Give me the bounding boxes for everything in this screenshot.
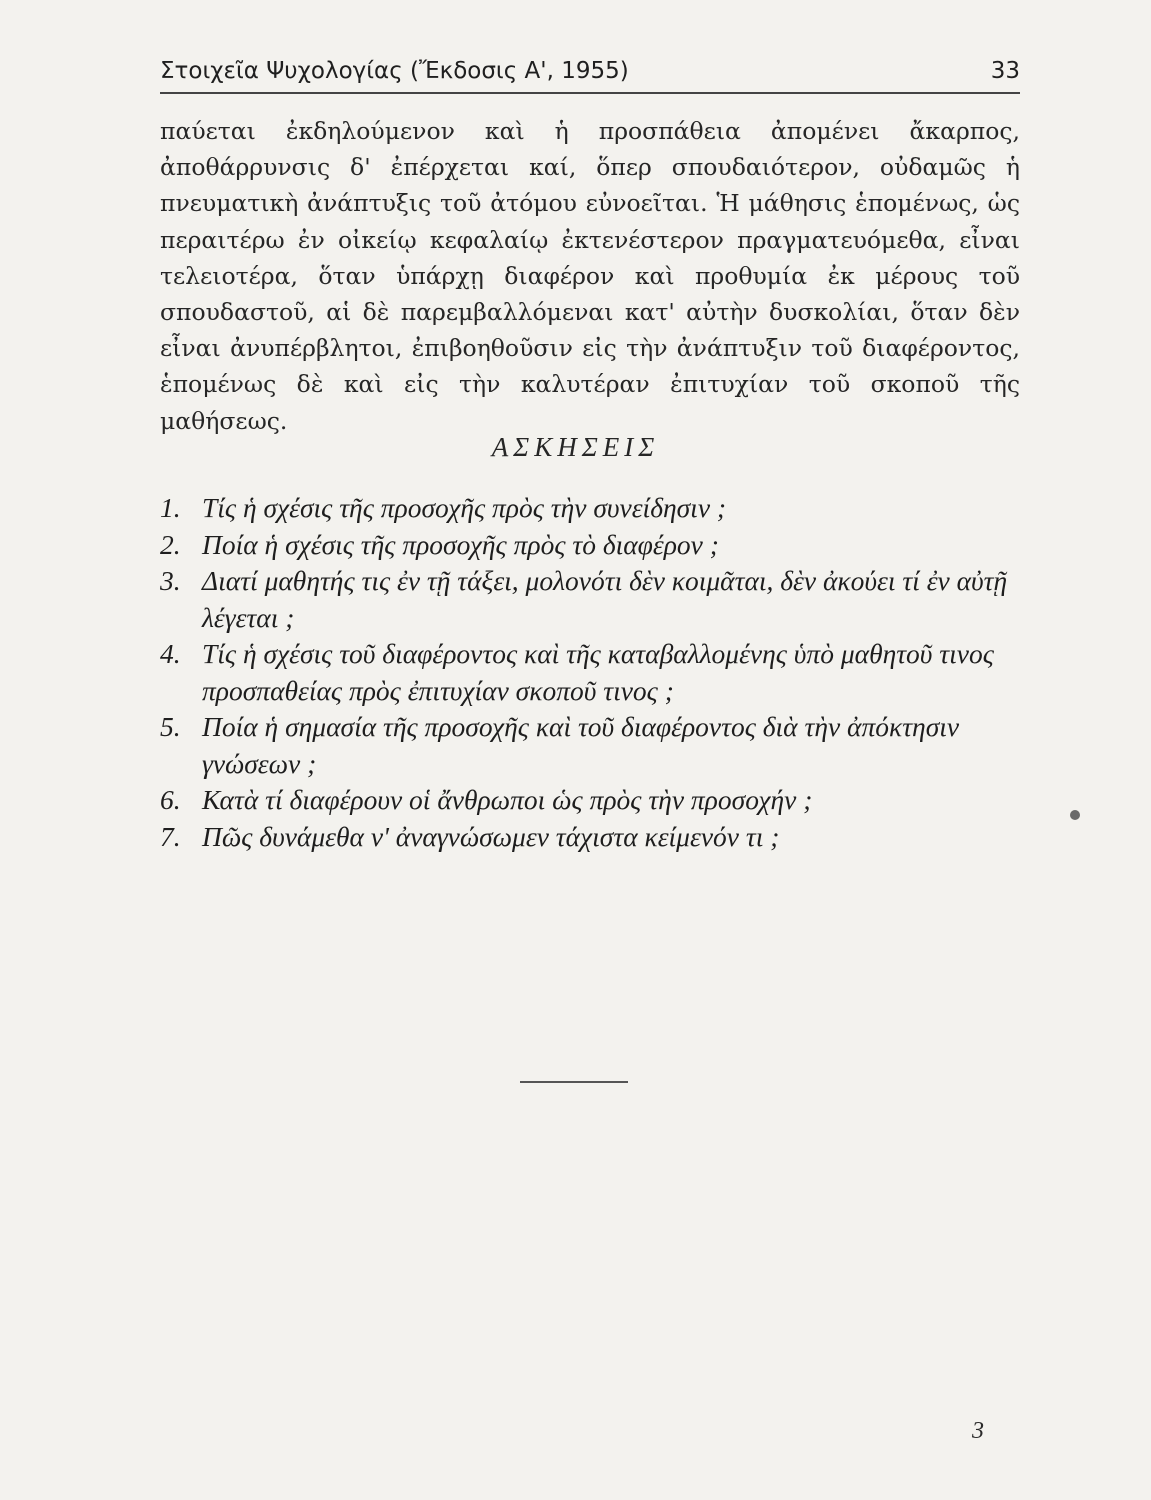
ink-speck: [1070, 810, 1080, 820]
page-number: 33: [990, 58, 1020, 84]
section-divider: [520, 1081, 628, 1083]
exercises-title: ΑΣΚΗΣΕΙΣ: [491, 432, 660, 462]
exercise-item: [160, 563, 1020, 636]
exercise-text: Διατί μαθητής τις ἐν τῇ τάξει, μολονότι δὲν κοιμᾶται, δὲν ἀκούει τί ἐν αὐτῇ λέγεται ;: [202, 565, 1008, 633]
exercise-item: [160, 782, 1020, 819]
exercise-item: [160, 490, 1020, 527]
exercise-number: 5.: [160, 711, 181, 742]
exercise-text: Ποία ἡ σχέσις τῆς προσοχῆς πρὸς τὸ διαφέρον ;: [202, 528, 719, 560]
exercise-text: Τίς ἡ σχέσις τοῦ διαφέροντος καὶ τῆς καταβαλλομένης ὑπὸ μαθητοῦ τινος προσπαθείας πρὸς ἐπιτυχίαν σκοποῦ τινος ;: [202, 638, 994, 706]
exercise-text: Πῶς δυνάμεθα ν' ἀναγνώσωμεν τάχιστα κείμενόν τι ;: [202, 820, 780, 852]
signature-mark: 3: [972, 1418, 984, 1444]
exercise-text: Κατὰ τί διαφέρουν οἱ ἄνθρωποι ὡς πρὸς τὴν προσοχήν ;: [202, 784, 813, 815]
exercise-item: [160, 527, 1020, 564]
running-head: Στοιχεῖα Ψυχολογίας (Ἔκδοσις Α', 1955): [160, 58, 629, 84]
page-header: [160, 58, 1020, 94]
exercise-item: [160, 819, 1020, 856]
exercise-number: 2.: [160, 528, 181, 560]
exercise-text: Ποία ἡ σημασία τῆς προσοχῆς καὶ τοῦ διαφέροντος διὰ τὴν ἀπόκτησιν γνώσεων ;: [202, 711, 960, 779]
exercise-number: 6.: [160, 784, 181, 815]
exercise-item: [160, 709, 1020, 782]
exercise-list: [160, 490, 1020, 855]
body-paragraph: παύεται ἐκδηλούμενον καὶ ἡ προσπάθεια ἀπομένει ἄκαρπος, ἀποθάρρυνσις δ' ἐπέρχεται καί, ὅπερ σπουδαιότερον, οὐδαμῶς ἡ πνευματικὴ ἀνάπτυξις τοῦ ἀτόμου εὐνοεῖται. Ἡ μάθησις ἑπομένως, ὡς περαιτέρω ἐν οἰκείῳ κεφαλαίῳ ἐκτενέστερον πραγματευόμεθα, εἶναι τελειοτέρα, ὅταν ὑπάρχῃ διαφέρον καὶ προθυμία ἐκ μέρους τοῦ σπουδαστοῦ, αἱ δὲ παρεμβαλλόμεναι κατ' αὐτὴν δυσκολίαι, ὅταν δὲν εἶναι ἀνυπέρβλητοι, ἐπιβοηθοῦσιν εἰς τὴν ἀνάπτυξιν τοῦ διαφέροντος, ἑπομένως δὲ καὶ εἰς τὴν καλυτέραν ἐπιτυχίαν τοῦ σκοποῦ τῆς μαθήσεως.: [160, 117, 1020, 435]
exercise-number: 7.: [160, 820, 181, 852]
exercise-item: [160, 636, 1020, 709]
exercise-number: 4.: [160, 638, 181, 669]
exercise-number: 3.: [160, 565, 181, 596]
exercise-number: 1.: [160, 492, 181, 523]
exercise-text: Τίς ἡ σχέσις τῆς προσοχῆς πρὸς τὴν συνείδησιν ;: [202, 492, 727, 523]
